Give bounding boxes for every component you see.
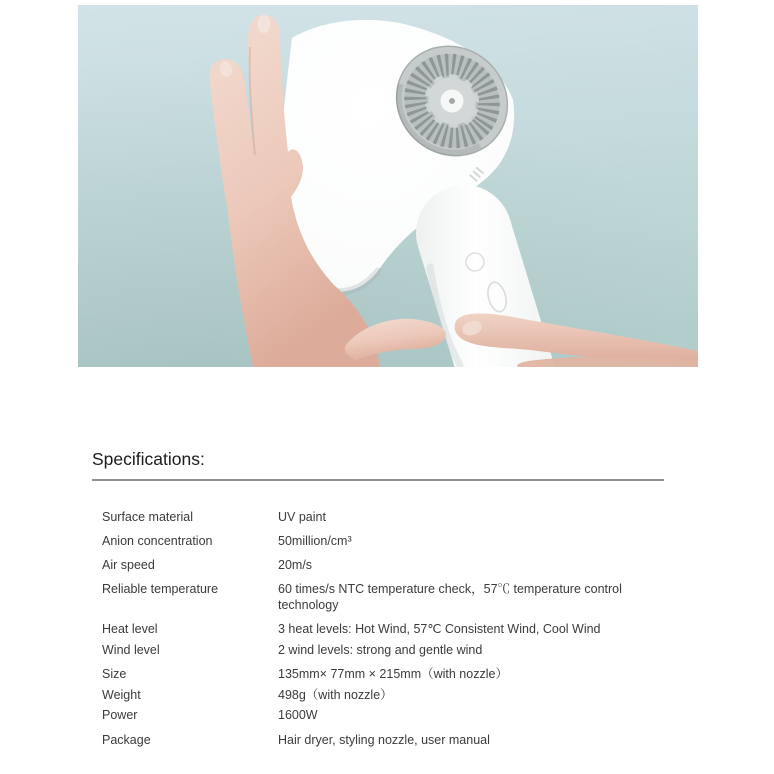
spec-label: Heat level <box>102 622 158 636</box>
spec-row <box>92 509 664 525</box>
spec-label: Anion concentration <box>102 534 213 548</box>
spec-row <box>92 621 664 637</box>
spec-row <box>92 533 664 549</box>
spec-table <box>92 509 664 748</box>
hair-dryer-photo-illustration <box>78 5 698 367</box>
spec-value: 60 times/s NTC temperature check，57℃ temperature control technology <box>278 582 622 612</box>
spec-value: 3 heat levels: Hot Wind, 57℃ Consistent Wind, Cool Wind <box>278 622 601 636</box>
spec-row <box>92 687 664 703</box>
spec-label: Reliable temperature <box>102 582 219 596</box>
product-photo <box>78 5 698 367</box>
spec-value: 50million/cm³ <box>278 534 352 548</box>
spec-row <box>92 581 664 613</box>
spec-label: Weight <box>102 688 141 702</box>
spec-label: Wind level <box>102 643 160 657</box>
specifications-heading: Specifications: <box>92 447 664 481</box>
spec-label: Size <box>102 667 127 681</box>
spec-label: Package <box>102 733 151 747</box>
spec-row <box>92 707 664 723</box>
spec-value: 135mm× 77mm × 215mm（with nozzle） <box>278 667 508 681</box>
spec-row <box>92 732 664 748</box>
spec-label: Surface material <box>102 510 194 524</box>
spec-value: 2 wind levels: strong and gentle wind <box>278 643 483 657</box>
spec-row <box>92 666 664 682</box>
spec-row <box>92 642 664 658</box>
spec-row <box>92 557 664 573</box>
spec-value: UV paint <box>278 510 326 524</box>
specifications-section <box>92 447 664 756</box>
fingernail-icon <box>258 15 271 33</box>
spec-label: Power <box>102 708 138 722</box>
spec-value: 20m/s <box>278 558 313 572</box>
spec-label: Air speed <box>102 558 155 572</box>
spec-value: Hair dryer, styling nozzle, user manual <box>278 733 490 747</box>
spec-value: 1600W <box>278 708 318 722</box>
spec-value: 498g（with nozzle） <box>278 688 393 702</box>
